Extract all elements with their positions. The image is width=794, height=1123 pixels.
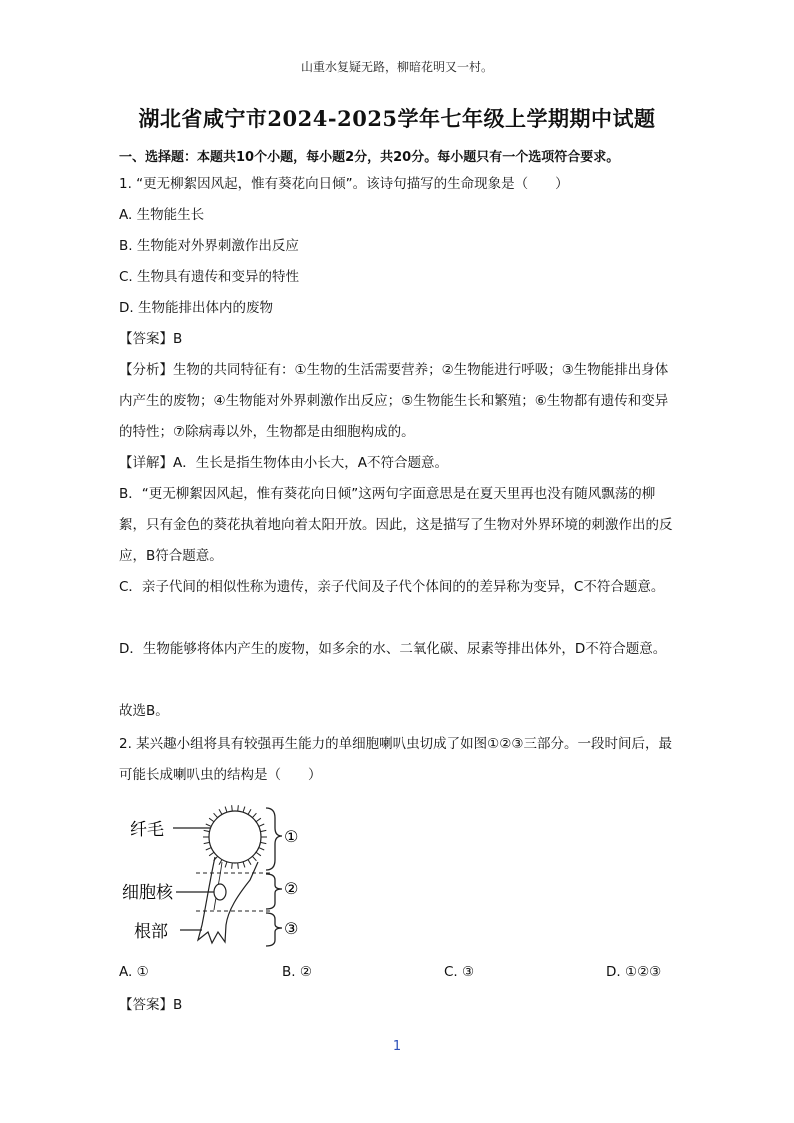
cilium [256, 818, 261, 822]
section-heading: 一、选择题：本题共10个小题，每小题2分，共20分。每小题只有一个选项符合要求。 [119, 150, 620, 165]
cilium [243, 807, 245, 813]
q1-option-c: C. 生物具有遗传和变异的特性 [119, 269, 300, 285]
q2-option-a: A. ① [119, 964, 149, 980]
page-title: 湖北省咸宁市2024-2025学年七年级上学期期中试题 [138, 106, 656, 131]
q1-stem: 1. “更无柳絮因风起，惟有葵花向日倾”。该诗句描写的生命现象是（ ） [119, 176, 569, 192]
q1-conclusion: 故选B。 [119, 703, 169, 719]
cilium [232, 805, 233, 811]
q1-detail-c: C．亲子代间的相似性称为遗传，亲子代间及子代个体间的的差异称为变异，C不符合题意。 [119, 579, 665, 595]
cilium [256, 852, 261, 856]
cilium [206, 848, 211, 850]
cilium [209, 852, 214, 856]
header-motto: 山重水复疑无路，柳暗花明又一村。 [300, 60, 493, 74]
cilium [238, 863, 239, 869]
cilium [206, 824, 211, 826]
q2-answer: 【答案】B [119, 997, 183, 1013]
cilium [225, 807, 227, 813]
cilium [214, 813, 218, 817]
cilium [259, 848, 264, 850]
page-number: 1 [392, 1039, 402, 1054]
q1-detail-b: B．“更无柳絮因风起，惟有葵花向日倾”这两句字面意思是在夏天里再也没有随风飘荡的柳絮，只有金色的葵花执着地向着太阳开放。因此，这是描写了生物对外界环境的刺激作出的反应，B符合题意。 [119, 486, 673, 564]
q2-option-d: D. ①②③ [606, 964, 662, 980]
cilium [219, 809, 222, 814]
q1-option-d: D. 生物能排出体内的废物 [119, 300, 273, 316]
cilium [252, 856, 256, 860]
nucleus-shape [214, 884, 226, 900]
part-3-label: ③ [284, 919, 299, 938]
cilium [209, 818, 214, 822]
brace-1 [266, 808, 282, 870]
cilium [238, 805, 239, 811]
label-cilia: 纤毛 [130, 820, 164, 840]
cilium [252, 813, 256, 817]
label-nucleus: 细胞核 [122, 883, 173, 903]
q1-answer: 【答案】B [119, 331, 183, 347]
cilium [260, 842, 266, 843]
part-1-label: ① [284, 827, 299, 846]
cilium [204, 842, 210, 843]
cilium [248, 860, 251, 865]
cilium [225, 862, 227, 868]
cilium [232, 863, 233, 869]
part-2-label: ② [284, 879, 299, 898]
brace-2 [266, 874, 282, 909]
cilium [204, 830, 210, 831]
q1-detail-a: 【详解】A．生长是指生物体由小长大，A不符合题意。 [119, 455, 448, 471]
q1-option-a: A. 生物能生长 [119, 207, 205, 223]
q2-option-c: C. ③ [444, 964, 475, 980]
cilium [259, 824, 264, 826]
q1-detail-d: D．生物能够将体内产生的废物，如多余的水、二氧化碳、尿素等排出体外，D不符合题意。 [119, 641, 667, 657]
trumpet-organism-figure [110, 800, 320, 950]
cilium [248, 809, 251, 814]
cilium [243, 862, 245, 868]
cilia-ring [209, 811, 261, 863]
q2-stem: 2. 某兴趣小组将具有较强再生能力的单细胞喇叭虫切成了如图①②③三部分。一段时间后，最可能长成喇叭虫的结构是（ ） [119, 736, 672, 783]
cilium [260, 830, 266, 831]
label-root: 根部 [134, 922, 168, 942]
q1-analysis: 【分析】生物的共同特征有：①生物的生活需要营养；②生物能进行呼吸；③生物能排出身体内产生的废物；④生物能对外界刺激作出反应；⑤生物能生长和繁殖；⑥生物都有遗传和变异的特性；⑦除病毒以外，生物都是由细胞构成的。 [119, 362, 669, 440]
q1-option-b: B. 生物能对外界刺激作出反应 [119, 238, 299, 254]
brace-3 [266, 913, 282, 946]
q2-option-b: B. ② [282, 964, 312, 980]
body-outline [198, 857, 258, 943]
